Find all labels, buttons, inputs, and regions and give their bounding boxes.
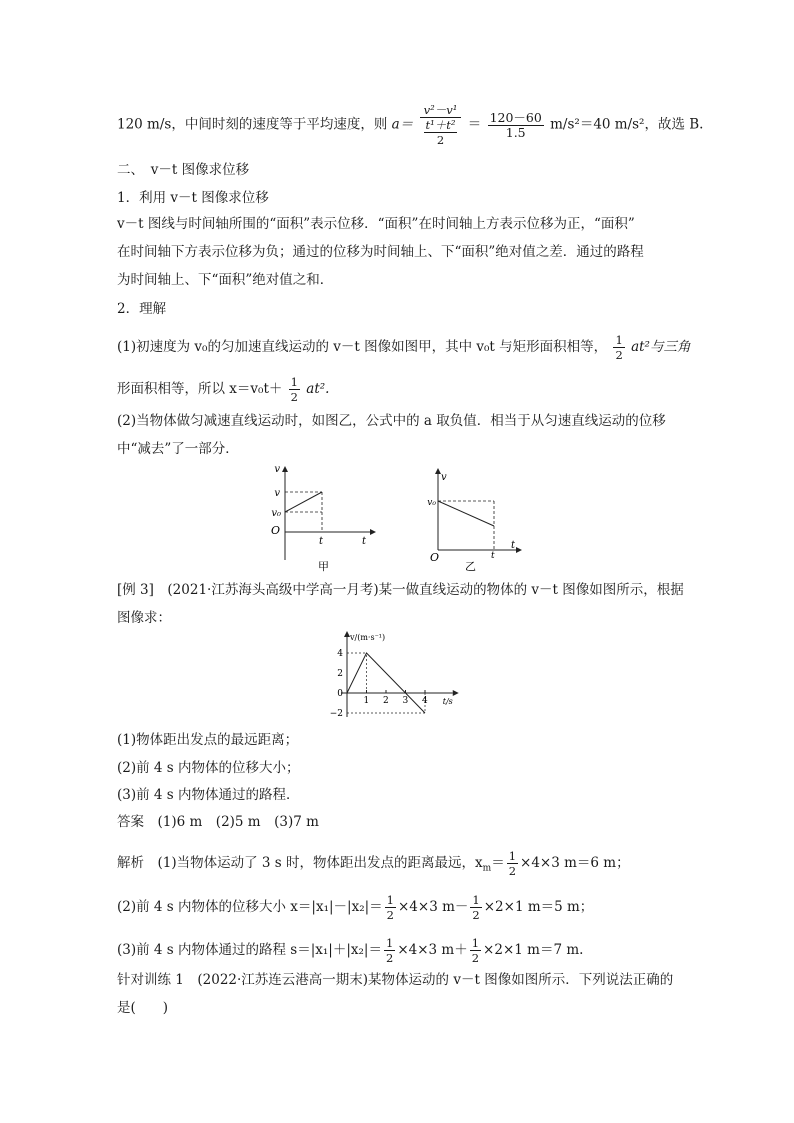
understanding-p1-line2 xyxy=(117,375,329,404)
item1-text-line2: 在时间轴下方表示位移为负；通过的位移为时间轴上、下“面积”绝对值之差．通过的路程 xyxy=(117,244,644,260)
frac1-den-top: t¹＋t² xyxy=(425,118,456,132)
jia-t-axis-label: t xyxy=(362,536,367,547)
fraction-values xyxy=(488,111,544,140)
fraction-half-2 xyxy=(289,375,300,404)
section-heading: 二、 v－t 图像求位移 xyxy=(117,162,250,178)
half-num: 1 xyxy=(615,333,623,347)
understanding-p2-line2: 中“减去”了一部分． xyxy=(117,441,239,457)
analysis-2 xyxy=(117,893,593,922)
example2-prefix: 120 m/s，中间时刻的速度等于平均速度，则 xyxy=(117,116,392,133)
frac2-den: 1.5 xyxy=(505,124,526,140)
jia-graph-line xyxy=(285,492,322,512)
yi-origin: O xyxy=(430,551,440,564)
training1-line2: 是( ) xyxy=(117,1000,169,1016)
figure-jia xyxy=(262,462,378,576)
analysis1-half xyxy=(507,849,518,878)
analysis3-a: (3)前 4 s 内物体通过的路程 s＝|x₁|＋|x₂|＝ xyxy=(117,942,382,958)
yi-graph-line xyxy=(438,501,494,526)
example3-line1: [例 3] (2021·江苏海头高级中学高一月考)某一做直线运动的物体的 v－t 图像如图所示，根据 xyxy=(117,582,684,598)
fraction-velocity-over-time xyxy=(420,103,462,147)
equals: ＝ xyxy=(467,116,482,133)
jia-caption: 甲 xyxy=(318,560,329,573)
example3-line2: 图像求： xyxy=(117,610,171,626)
a3-half1-den: 2 xyxy=(385,951,394,965)
a1-half-den: 2 xyxy=(508,864,517,878)
item1-text-line1: v－t 图线与时间轴所围的“面积”表示位移．“面积”在时间轴上方表示位移为正，“面积” xyxy=(117,216,635,232)
p1-d: at². xyxy=(306,381,330,397)
vt-xlabel: t/s xyxy=(442,697,453,706)
understanding-p1-line1 xyxy=(117,333,690,362)
vt-ylabel: v/(m·s⁻¹) xyxy=(350,633,386,642)
answer: 答案 (1)6 m (2)5 m (3)7 m xyxy=(117,814,319,830)
fraction-half xyxy=(613,333,624,362)
jia-v0-label: v₀ xyxy=(271,508,281,519)
jia-t-tick: t xyxy=(319,536,324,547)
frac1-den-bottom: 2 xyxy=(436,133,445,147)
half-den: 2 xyxy=(615,348,623,362)
yi-caption: 乙 xyxy=(465,560,476,573)
figure-yi xyxy=(418,462,530,578)
question-3: (3)前 4 s 内物体通过的路程． xyxy=(117,787,300,803)
p1-b: at²与三角 xyxy=(631,339,691,355)
frac2-num: 120－60 xyxy=(489,109,542,125)
vt-y-tick-label: 0 xyxy=(337,689,343,699)
yi-t-axis-label: t xyxy=(511,540,516,551)
jia-v-axis-label: v xyxy=(274,464,280,475)
example2-suffix: m/s²＝40 m/s²，故选 B. xyxy=(550,116,704,133)
a2-half2-num: 1 xyxy=(472,893,480,907)
analysis1-sub: m xyxy=(482,863,492,874)
analysis1-a: 解析 (1)当物体运动了 3 s 时，物体距出发点的距离最远，x xyxy=(117,855,483,871)
half-num-2: 1 xyxy=(290,375,298,389)
yi-v0-label: v₀ xyxy=(427,498,436,508)
a3-half2-den: 2 xyxy=(471,951,480,965)
a3-half1-num: 1 xyxy=(385,936,394,950)
analysis-1 xyxy=(117,849,630,878)
p1-a: (1)初速度为 v₀的匀加速直线运动的 v－t 图像如图甲，其中 v₀t 与矩形面积相等， xyxy=(117,339,608,355)
question-2: (2)前 4 s 内物体的位移大小； xyxy=(117,760,300,776)
yi-v-axis-label: v xyxy=(441,472,447,483)
item2-title: 2．理解 xyxy=(117,301,167,317)
analysis2-half-2 xyxy=(470,893,481,922)
analysis-3 xyxy=(117,936,583,965)
item1-text-line3: 为时间轴上、下“面积”绝对值之和． xyxy=(117,272,334,288)
vt-x-tick-label: 3 xyxy=(402,696,409,706)
fraction-half-time xyxy=(424,118,458,147)
understanding-p2-line1: (2)当物体做匀减速直线运动时，如图乙，公式中的 a 取负值．相当于从匀速直线运动的位移 xyxy=(117,413,666,429)
vt-x-tick-label: 1 xyxy=(363,696,370,706)
a2-half1-num: 1 xyxy=(386,893,394,907)
analysis3-b: ×4×3 m＋ xyxy=(397,942,468,958)
vt-chart xyxy=(316,628,464,720)
training1-line1: 针对训练 1 (2022·江苏连云港高一期末)某物体运动的 v－t 图像如图所示．下列说法正确的 xyxy=(117,972,674,988)
jia-t-arrow xyxy=(370,529,376,535)
example2-solution-line xyxy=(117,103,703,147)
a2-half1-den: 2 xyxy=(386,908,394,922)
analysis2-a: (2)前 4 s 内物体的位移大小 x＝|x₁|－|x₂|＝ xyxy=(117,899,383,915)
analysis2-c: ×2×1 m＝5 m； xyxy=(483,899,594,915)
analysis3-half-1 xyxy=(384,936,395,965)
half-den-2: 2 xyxy=(290,390,298,404)
yi-t-arrow xyxy=(516,547,522,553)
analysis2-half-1 xyxy=(385,893,396,922)
yi-t-tick: t xyxy=(491,551,495,561)
vt-x-arrow xyxy=(453,690,459,696)
a1-half-num: 1 xyxy=(508,849,517,863)
analysis2-b: ×4×3 m－ xyxy=(398,899,469,915)
a2-half2-den: 2 xyxy=(472,908,480,922)
jia-origin: O xyxy=(270,524,280,537)
vt-x-tick-label: 4 xyxy=(422,696,428,706)
analysis3-half-2 xyxy=(470,936,481,965)
frac1-num: v²－v¹ xyxy=(423,103,458,117)
vt-y-tick-label: −2 xyxy=(329,709,343,719)
a3-half2-num: 1 xyxy=(471,936,480,950)
question-1: (1)物体距出发点的最远距离； xyxy=(117,732,299,748)
item1-title: 1．利用 v－t 图像求位移 xyxy=(117,190,269,206)
p1-c: 形面积相等，所以 x＝v₀t＋ xyxy=(117,381,283,397)
vt-y-tick-label: 2 xyxy=(337,669,343,679)
vt-x-tick-label: 2 xyxy=(383,696,389,706)
jia-v-label: v xyxy=(274,488,280,499)
analysis3-c: ×2×1 m＝7 m. xyxy=(483,942,584,958)
analysis1-c: ×4×3 m＝6 m； xyxy=(520,855,630,871)
vt-y-tick-label: 4 xyxy=(337,649,343,659)
jia-v-arrow xyxy=(282,466,288,472)
a-eq: a＝ xyxy=(391,116,414,133)
analysis1-b: ＝ xyxy=(491,855,505,871)
